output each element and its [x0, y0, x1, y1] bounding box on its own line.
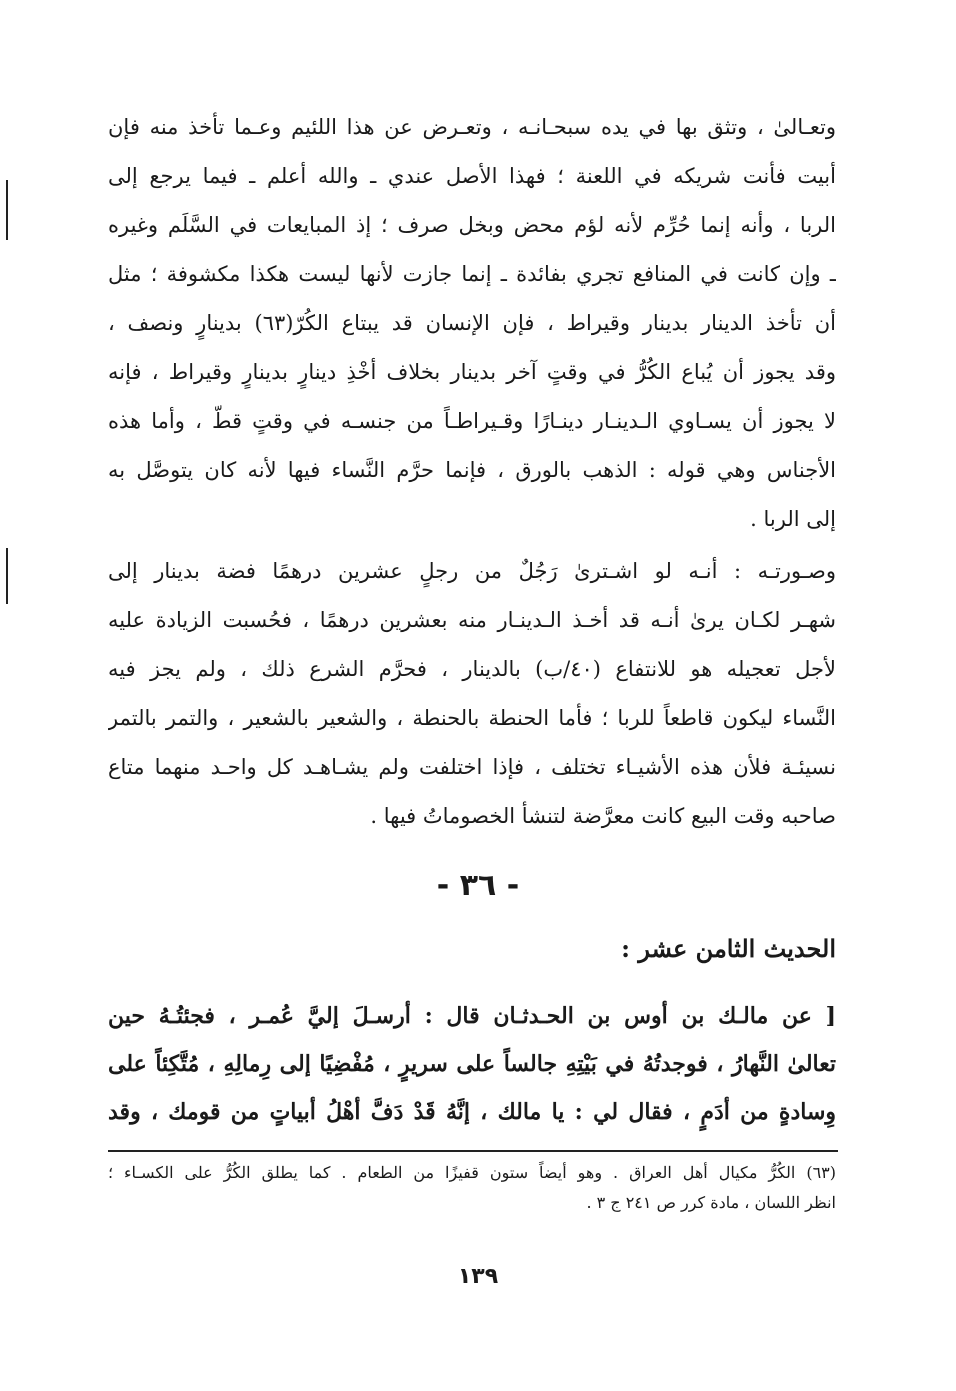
hadith-line: وِسادةٍ من أدَمٍ ، فقال لي : يا مالك ، إنَّهُ قَدْ دَفَّ أهْلُ أبياتٍ من قومك ، وقد	[108, 1099, 836, 1125]
text-line: إلى الربا .	[750, 507, 836, 531]
text-line: ـ وإن كانت في المنافع تجري بفائدة ـ إنما جازت لأنها ليست هكذا مكشوفة ؛ مثل	[108, 262, 836, 286]
text-line: وقد يجوز أن يُباع الكُرُّ في وقتٍ آخر بدينار بخلاف أخْذِ دينارٍ بدينارٍ وقيراط ، فإنه	[108, 360, 836, 384]
text-line: الأجناس وهي قوله : الذهب بالورق ، فإنما حرَّم النَّساء فيها لأنه كان يتوصَّل به	[108, 458, 836, 482]
footnote-line: انظر اللسان ، مادة كرر ص ٢٤١ ج ٣ .	[586, 1193, 836, 1212]
footnote-line: (٦٣) الكُرُّ مكيال أهل العراق . وهو أيضاً ستون قفيزًا من الطعام . كما يطلق الكُرُّ على الكسـاء ؛	[108, 1163, 836, 1182]
footnote	[108, 1158, 836, 1218]
section-number: - ٣٦ -	[436, 868, 520, 903]
text-line: الربا ، وأنه إنما حُرِّم لأنه لؤم محض وبخل صرف ؛ إذ المبايعات في السَّلَم وغيره	[108, 213, 836, 237]
hadith-text	[108, 992, 836, 1136]
text-line: وتعـالىٰ ، وتثق بها في يده سبحـانـه ، وتعـرض عن هذا اللئيم وعـما تأخذ منه فإن	[108, 115, 836, 139]
paragraph-1	[108, 103, 836, 544]
section-heading: الحديث الثامن عشر :	[621, 934, 836, 963]
text-line: النَّساء ليكون قاطعاً للربا ؛ فأما الحنطة بالحنطة ، والشعير بالشعير ، والتمر بالتمر	[108, 706, 836, 730]
text-line: أن تأخذ الدينار بدينار وقيراط ، فإن الإنسان قد يبتاع الكُرّ(٦٣) بدينارٍ ونصف ،	[108, 311, 836, 335]
text-line: أبيت فأنت شريكه في اللعنة ؛ فهذا الأصل عندي ـ والله أعلم ـ فيما يرجع إلى	[108, 164, 836, 188]
text-line: نسيئـة فلأن هذه الأشيـاء تختلف ، فإذا اختلفت ولم يشـاهـد كل واحـد منهما متاع	[108, 755, 836, 779]
hadith-line: تعالىٰ النَّهارُ ، فوجدتُهُ في بَيْتِهِ جالساً على سريرٍ ، مُفْضِيًا إلى رِمالِهِ ، مُتَّكِئاً على	[108, 1051, 836, 1077]
text-line: صاحبه وقت البيع كانت معرَّضة لتنشأ الخصوماتُ فيها .	[370, 804, 836, 828]
text-line: وصـورتـه : أنـه لو اشـترىٰ رَجُلٌ من رجلٍ عشرين درهمًا فضة بدينار إلى	[108, 559, 836, 583]
margin-line-mark	[6, 180, 8, 240]
margin-line-mark	[6, 548, 8, 604]
text-line: لا يجوز أن يسـاوي الـدينـار دينـارًا وقـيراطـاً من جنسـه في وقتٍ قطّ ، وأما هذه	[108, 409, 836, 433]
hadith-line: [ عن مالـك بن أوس بن الحـدثـان قال : أرسـلَ إليَّ عُمـر ، فجئتُـهُ حين	[108, 1003, 836, 1029]
text-line: شهـر لكـان يرىٰ أنـه قد أخـذ الـدينـار منه بعشرين درهمًا ، فحُسبت الزيادة عليه	[108, 608, 836, 632]
paragraph-2	[108, 547, 836, 841]
footnote-divider	[108, 1150, 838, 1152]
text-line: لأجل تعجيله هو للانتفاع (٤٠/ب) بالدينار ، فحرَّم الشرع ذلك ، ولم يجز فيه	[108, 657, 836, 681]
page-number: ١٣٩	[457, 1264, 499, 1289]
